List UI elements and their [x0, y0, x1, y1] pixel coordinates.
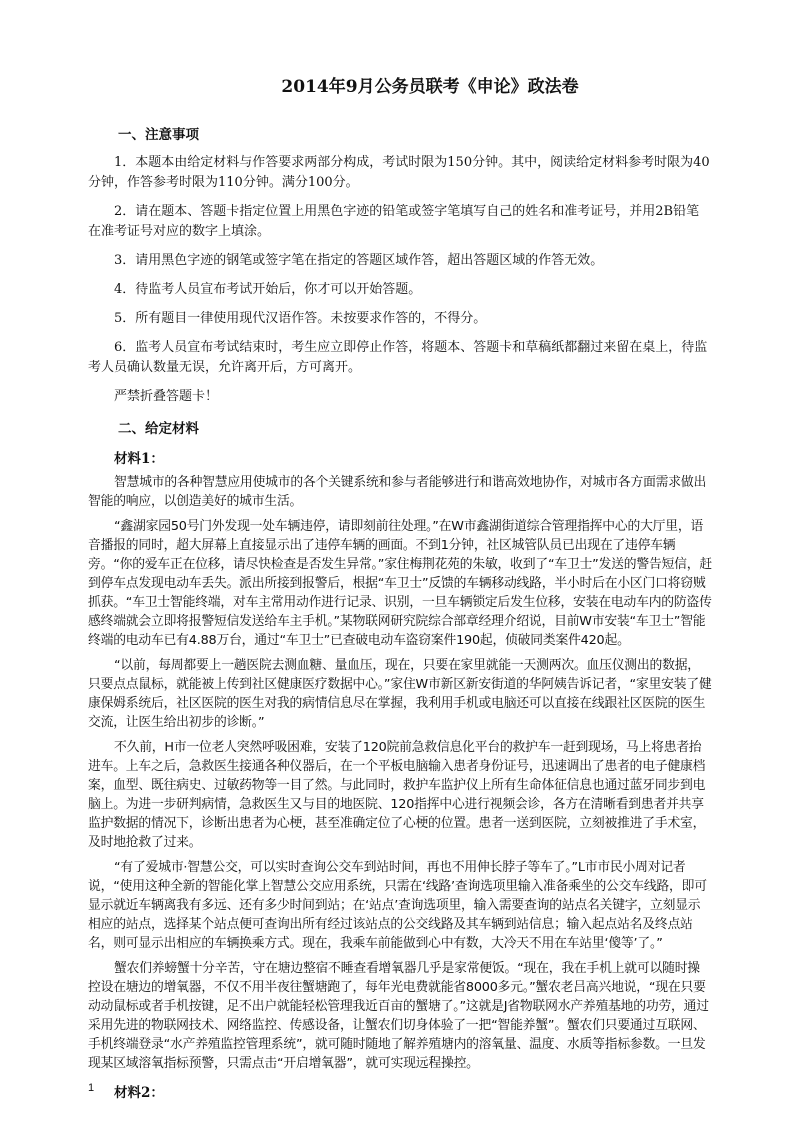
notice-item-6: 6．监考人员宣布考试结束时，考生应立即停止作答，将题本、答题卡和草稿纸都翻过来留在桌上，待监考人员确认数量无误，允许离开后，方可离开。 [88, 340, 708, 375]
material-1-paragraph-2: “鑫湖家园50号门外发现一处车辆违停，请即刻前往处理。”在W市鑫湖街道综合管理指挥中心的大厅里，语音播报的同时，超大屏幕上直接显示出了违停车辆的画面。不到1分钟，社区城管队员已出现在了违停车辆旁。“你的爱车正在位移，请尽快检查是否发生异常。”家住梅荆花苑的朱敏，收到了“车卫士”发送的警告短信，赶到停车点发现电动车丢失。派出所接到报警后，根据“车卫士”反馈的车辆移动线路，半小时后在小区门口将窃贼抓获。“车卫士智能终端，对车主常用动作进行记录、识别，一旦车辆锁定后发生位移，安装在电动车内的防盗传感终端就会立即将报警短信发送给车主手机。”某物联网研究院综合部章经理介绍说，目前W市安装“车卫士”智能终端的电动车已有4.88万台，通过“车卫士”已查破电动车盗窃案件190起，侦破同类案件420起。 [88, 519, 712, 648]
notice-item-2: 2．请在题本、答题卡指定位置上用黑色字迹的铅笔或签字笔填写自己的姓名和准考证号，并用2B铅笔在准考证号对应的数字上填涂。 [88, 204, 700, 239]
notice-item-3: 3．请用黑色字迹的钢笔或签字笔在指定的答题区域作答，超出答题区域的作答无效。 [114, 253, 604, 268]
material-1-paragraph-4: 不久前，H市一位老人突然呼吸困难，安装了120院前急救信息化平台的救护车一赶到现场，马上将患者抬进车。上车之后，急救医生接通各种仪器后，在一个平板电脑输入患者身份证号，迅速调出了患者的电子健康档案，血型、既往病史、过敏药物等一目了然。与此同时，救护车监护仪上所有生命体征信息也通过蓝牙同步到电脑上。为进一步研判病情，急救医生又与目的地医院、120指挥中心进行视频会诊，各方在清晰看到患者并共享监护数据的情况下，诊断出患者为心梗，甚至准确定位了心梗的位置。患者一送到医院，立刻被推进了手术室，及时地抢救了过来。 [88, 740, 706, 850]
page-number: 1 [88, 1082, 95, 1094]
page-content [88, 72, 712, 1107]
material-2-label: 材料2： [114, 1085, 164, 1101]
notice-warning: 严禁折叠答题卡！ [114, 389, 219, 404]
notice-item-4: 4．待监考人员宣布考试开始后，你才可以开始答题。 [114, 282, 422, 297]
notice-item-1: 1．本题本由给定材料与作答要求两部分构成，考试时限为150分钟。其中，阅读给定材料参考时限为40分钟，作答参考时限为110分钟。满分100分。 [88, 155, 710, 190]
material-1-paragraph-1: 智慧城市的各种智慧应用使城市的各个关键系统和参与者能够进行和谐高效地协作，对城市各方面需求做出智能的响应，以创造美好的城市生活。 [88, 475, 707, 509]
material-1-label: 材料1： [114, 451, 164, 467]
material-1-paragraph-6: 蟹农们养螃蟹十分辛苦，守在塘边整宿不睡查看增氧器几乎是家常便饭。“现在，我在手机上就可以随时操控设在塘边的增氧器，不仅不用半夜往蟹塘跑了，每年光电费就能省8000多元。”蟹农老吕高兴地说，“现在只要动动鼠标或者手机按键，足不出户就能轻松管理我近百亩的蟹塘了。”这就是J省物联网水产养殖基地的功劳，通过采用先进的物联网技术、网络监控、传感设备，让蟹农们切身体验了一把“智能养蟹”。蟹农们只要通过互联网、手机终端登录“水产养殖监控管理系统”，就可随时随地了解养殖塘内的溶氧量、温度、水质等指标参数。一旦发现某区域溶氧指标预警，只需点击“开启增氧器”，就可实现远程操控。 [88, 961, 709, 1071]
materials-heading: 二、给定材料 [118, 421, 199, 437]
notice-heading: 一、注意事项 [118, 127, 199, 143]
notice-item-5: 5．所有题目一律使用现代汉语作答。未按要求作答的，不得分。 [114, 311, 487, 326]
material-1-paragraph-5: “有了爱城市·智慧公交，可以实时查询公交车到站时间，再也不用伸长脖子等车了。”L市市民小周对记者说，“使用这种全新的智能化掌上智慧公交应用系统，只需在‘线路’查询选项里输入准备乘坐的公交车线路，即可显示就近车辆离我有多远、还有多少时间到站；在‘站点’查询选项里，输入需要查询的站点名关键字，立刻显示相应的站点，选择某个站点便可查询出所有经过该站点的公交线路及其车辆到站信息；输入起点站名及终点站名，则可显示出相应的车辆换乘方式。现在，我乘车前能做到心中有数，大冷天不用在车站里‘傻等’了。” [88, 860, 707, 951]
page-title: 2014年9月公务员联考《申论》政法卷 [281, 77, 579, 97]
material-1-paragraph-3: “以前，每周都要上一趟医院去测血糖、量血压，现在，只要在家里就能一天测两次。血压仪测出的数据，只要点点鼠标，就能被上传到社区健康医疗数据中心。”家住W市新区新安街道的华阿姨告诉记者，“家里安装了健康保姆系统后，社区医院的医生对我的病情信息尽在掌握，我利用手机或电脑还可以直接在线跟社区医院的医生交流，让医生给出初步的诊断。” [88, 658, 712, 730]
